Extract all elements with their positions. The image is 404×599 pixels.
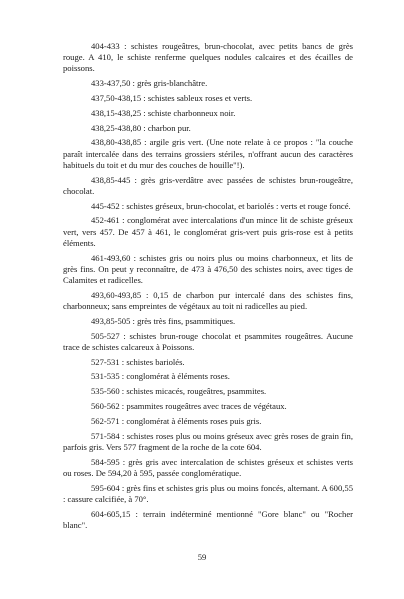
log-entry (63, 78, 353, 89)
description: : schistes gris ou noirs plus ou moins charbonneux, et lits de grès fins. On peut y reconnaître, de 473 à 476,50 des schistes noirs, avec tiges de Calamites et radicelles. (63, 252, 353, 285)
depth-range: 527-531 (91, 356, 120, 367)
log-entry (63, 509, 353, 531)
description: : schistes brun-rouge chocolat et psammites rougeâtres. Aucune trace de schistes calcareux à Poissons. (63, 330, 353, 352)
log-entry (63, 123, 353, 134)
depth-range: 571-584 (91, 430, 120, 441)
log-entry (63, 416, 353, 427)
depth-range: 560-562 (91, 400, 120, 411)
depth-range: 438,25-438,80 (91, 122, 142, 133)
depth-range: 438,80-438,85 (91, 137, 142, 148)
depth-range: 604-605,15 (91, 508, 131, 519)
description: : schistes micacés, rougeâtres, psammites. (119, 386, 267, 397)
log-entry (63, 431, 353, 453)
log-entry (63, 316, 353, 327)
description: : schistes rougeâtres, brun-chocolat, avec petits bancs de grès rouge. A 410, le schiste renferme quelques nodules calcaires et des écailles de poissons. (63, 41, 353, 74)
log-entry (63, 215, 353, 249)
depth-range: 433-437,50 (91, 78, 131, 89)
description: : schiste charbonneux noir. (141, 107, 236, 118)
log-entry (63, 108, 353, 119)
depth-range: 535-560 (91, 386, 120, 397)
description: : grès gris-verdâtre avec passées de schistes brun-rougeâtre, chocolat. (63, 174, 353, 196)
depth-range: 438,85-445 (91, 174, 131, 185)
depth-range: 461-493,60 (91, 252, 131, 263)
description: : charbon pur. (141, 122, 191, 133)
log-entry (63, 137, 353, 171)
log-entry (63, 357, 353, 368)
description: : conglomérat à éléments roses puis gris. (119, 415, 262, 426)
log-entry (63, 457, 353, 479)
log-entry (63, 386, 353, 397)
log-entry (63, 290, 353, 312)
description: : grès gris-blanchâtre. (130, 78, 208, 89)
log-entry (63, 175, 353, 197)
log-entry (63, 483, 353, 505)
description: : psammites rougeâtres avec traces de végétaux. (119, 400, 287, 411)
log-entry (63, 371, 353, 382)
log-entries (63, 41, 353, 535)
description: : grès fins et schistes gris plus ou moins foncés, alternant. A 600,55 : cassure calcifiée, à 70°. (63, 482, 353, 504)
depth-range: 437,50-438,15 (91, 93, 142, 103)
description: : schistes gréseux, brun-chocolat, et bariolés : verts et rouge foncé. (119, 200, 351, 211)
depth-range: 531-535 (91, 371, 120, 382)
description: : argile gris vert. (Une note relate à ce propos : "la couche paraît intercalée dans des terrains grossiers stériles, n'offrant aucun des caractères habituels du toit et du mur des couches de houille"!). (63, 137, 353, 170)
depth-range: 595-604 (91, 482, 120, 493)
depth-range: 445-452 (91, 200, 120, 211)
depth-range: 562-571 (91, 415, 120, 426)
depth-range: 438,15-438,25 (91, 107, 142, 118)
description: : schistes sableux roses et verts. (141, 93, 253, 103)
depth-range: 505-527 (91, 330, 120, 341)
log-entry (63, 93, 353, 104)
log-entry (63, 201, 353, 212)
description: : terrain indéterminé mentionné "Gore blanc" ou "Rocher blanc". (63, 508, 353, 530)
log-entry (63, 253, 353, 287)
description: : schistes bariolés. (119, 356, 185, 367)
description: : grès gris avec intercalation de schistes gréseux et schistes verts ou roses. De 594,20 à 595, passée conglomératique. (63, 456, 353, 478)
depth-range: 404-433 (91, 41, 120, 51)
page-number: 59 (197, 552, 207, 562)
depth-range: 493,60-493,85 (91, 289, 142, 300)
log-entry (63, 401, 353, 412)
description: : conglomérat à éléments roses. (119, 371, 230, 382)
log-entry (63, 41, 353, 75)
depth-range: 584-595 (91, 456, 120, 467)
description: : 0,15 de charbon pur intercalé dans des schistes fins, charbonneux; sans empreintes de végétaux au toit ni radicelles au pied. (63, 289, 353, 311)
description: : schistes roses plus ou moins gréseux avec grès roses de grain fin, parfois gris. Vers 577 fragment de la roche de la cote 604. (63, 430, 353, 452)
description: : conglomérat avec intercalations d'un mince lit de schiste gréseux vert, vers 457. De 457 à 461, le conglomérat gris-vert puis gris-rose est à petits éléments. (63, 215, 353, 248)
description: : grès très fins, psammitiques. (130, 315, 236, 326)
depth-range: 452-461 (91, 215, 120, 226)
depth-range: 493,85-505 (91, 315, 131, 326)
log-entry (63, 331, 353, 353)
